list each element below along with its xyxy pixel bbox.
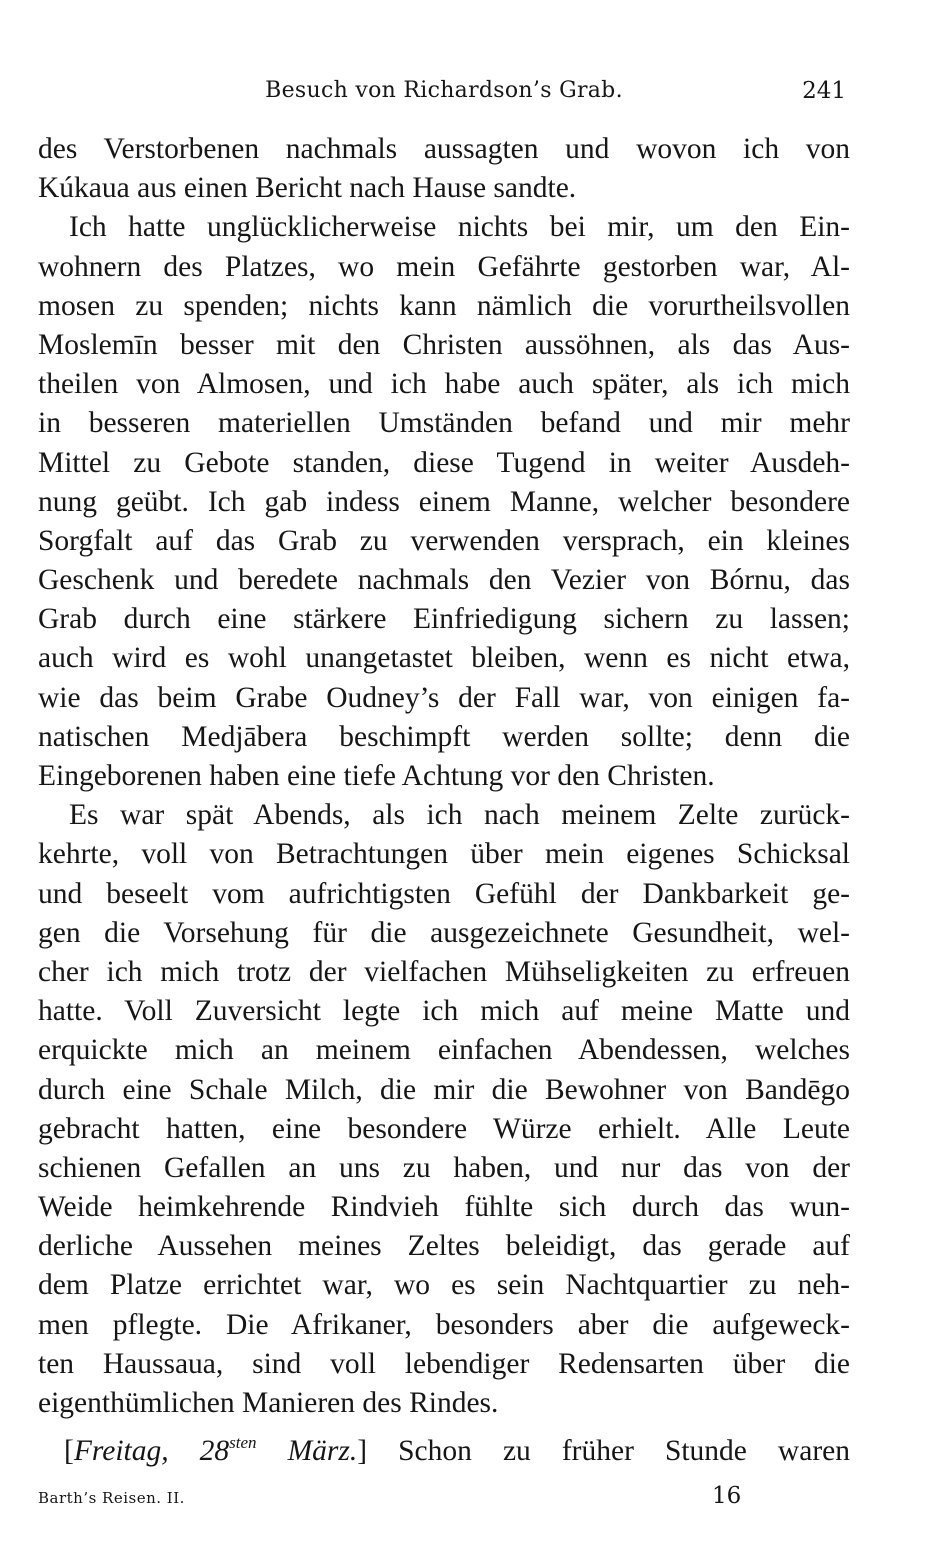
close-bracket: ]	[357, 1435, 368, 1468]
text-line: dem Platze errichtet war, wo es sein Nachtquartier zu neh-	[38, 1269, 850, 1302]
text-line: erquickte mich an meinem einfachen Abendessen, welches	[38, 1034, 850, 1067]
text-line: und beseelt vom aufrichtigsten Gefühl der Dankbarkeit ge-	[38, 877, 850, 910]
text-line: eigenthümlichen Manieren des Rindes.	[38, 1387, 499, 1419]
date-day: Freitag,	[73, 1435, 169, 1468]
text-line: theilen von Almosen, und ich habe auch später, als ich mich	[38, 368, 850, 401]
text-line: gebracht hatten, eine besondere Würze erhielt. Alle Leute	[38, 1112, 850, 1145]
text-line: nung geübt. Ich gab indess einem Manne, welcher besondere	[38, 485, 850, 518]
text-line: ten Haussaua, sind voll lebendiger Redensarten über die	[38, 1347, 850, 1380]
date-number: 28	[199, 1435, 230, 1468]
running-header	[38, 78, 850, 112]
date-superscript: sten	[229, 1433, 257, 1453]
text-line: cher ich mich trotz der vielfachen Mühseligkeiten zu erfreuen	[38, 955, 850, 988]
text-line: derliche Aussehen meines Zeltes beleidigt, das gerade auf	[38, 1230, 850, 1263]
page-footer	[38, 1483, 850, 1513]
signature-mark: Barth’s Reisen. II.	[38, 1489, 185, 1507]
text-line: hatte. Voll Zuversicht legte ich mich auf meine Matte und	[38, 995, 850, 1028]
text-line: Eingeborenen haben eine tiefe Achtung vor den Christen.	[38, 760, 715, 792]
sheet-number: 16	[712, 1483, 742, 1509]
text-line: kehrte, voll von Betrachtungen über mein eigenes Schicksal	[38, 838, 850, 871]
body-text	[38, 130, 850, 1468]
text-line: Kúkaua aus einen Bericht nach Hause sandte.	[38, 172, 577, 205]
text-line: Grab durch eine stärkere Einfriedigung sichern zu lassen;	[38, 603, 850, 636]
text-line: wohnern des Platzes, wo mein Gefährte gestorben war, Al-	[38, 250, 850, 283]
final-line-text: Schon zu früher Stunde waren	[398, 1435, 850, 1468]
date-heading-line	[38, 1423, 850, 1468]
page-number: 241	[802, 78, 846, 104]
text-line: durch eine Schale Milch, die mir die Bewohner von Bandēgo	[38, 1073, 850, 1106]
running-title: Besuch von Richardson’s Grab.	[265, 78, 623, 103]
text-line: Geschenk und beredete nachmals den Vezier von Bórnu, das	[38, 564, 850, 597]
text-line: men pflegte. Die Afrikaner, besonders aber die aufgeweck-	[38, 1308, 850, 1341]
text-line: in besseren materiellen Umständen befand und mir mehr	[38, 407, 850, 440]
text-line: Es war spät Abends, als ich nach meinem Zelte zurück-	[69, 799, 850, 832]
text-line: Moslemīn besser mit den Christen aussöhnen, als das Aus-	[38, 328, 850, 361]
text-line: schienen Gefallen an uns zu haben, und nur das von der	[38, 1151, 850, 1184]
text-line: natischen Medjābera beschimpft werden sollte; denn die	[38, 720, 850, 753]
text-line: auch wird es wohl unangetastet bleiben, wenn es nicht etwa,	[38, 642, 850, 675]
text-line: mosen zu spenden; nichts kann nämlich die vorurtheilsvollen	[38, 289, 850, 322]
text-line: Weide heimkehrende Rindvieh fühlte sich durch das wun-	[38, 1191, 850, 1224]
text-line: Mittel zu Gebote standen, diese Tugend in weiter Ausdeh-	[38, 446, 850, 479]
text-line: des Verstorbenen nachmals aussagten und wovon ich von	[38, 133, 850, 165]
text-line: gen die Vorsehung für die ausgezeichnete Gesundheit, wel-	[38, 916, 850, 949]
text-line: wie das beim Grabe Oudney’s der Fall war, von einigen fa-	[38, 681, 850, 714]
text-line: Ich hatte unglücklicherweise nichts bei mir, um den Ein-	[69, 211, 850, 244]
text-line: Sorgfalt auf das Grab zu verwenden versprach, ein kleines	[38, 524, 850, 557]
open-bracket: [	[64, 1435, 74, 1468]
date-month: März.	[287, 1435, 358, 1468]
